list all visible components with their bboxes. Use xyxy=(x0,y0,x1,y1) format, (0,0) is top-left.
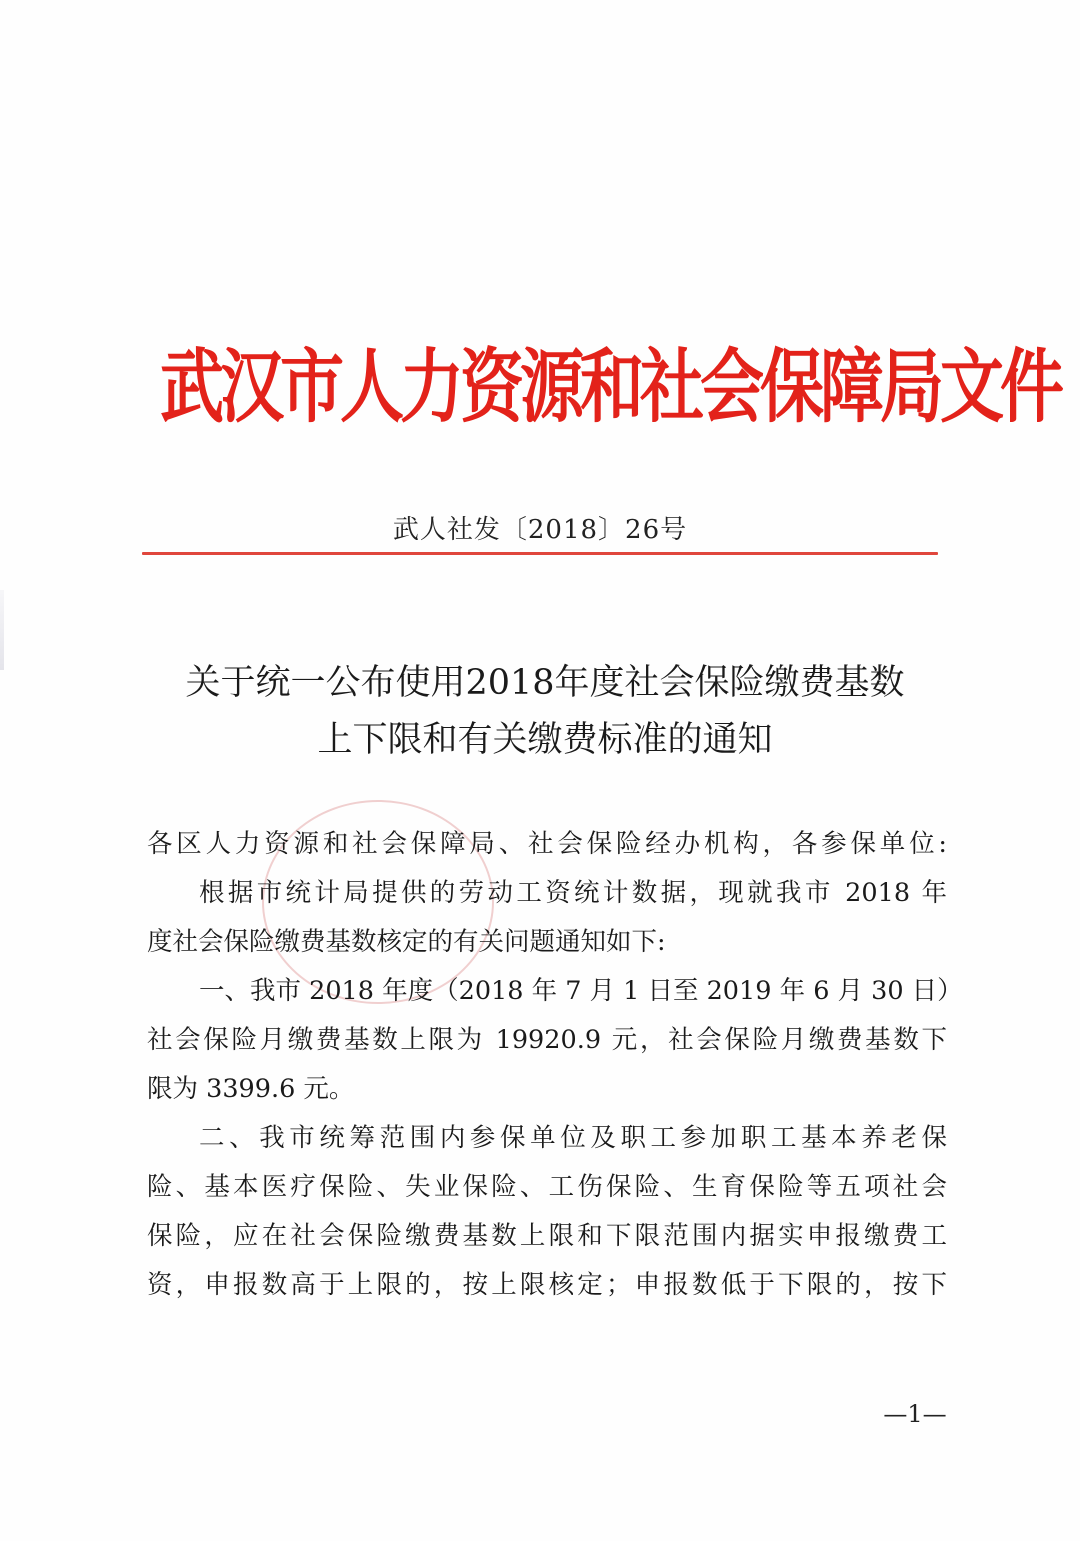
body-line: 险、基本医疗保险、失业保险、工伤保险、生育保险等五项社会 xyxy=(147,1172,947,1202)
scan-edge-shadow xyxy=(0,590,4,670)
body-line: 保险，应在社会保险缴费基数上限和下限范围内据实申报缴费工 xyxy=(147,1221,947,1251)
document-number: 武人社发〔2018〕26号 xyxy=(392,515,688,545)
notice-body xyxy=(147,820,963,1310)
body-line: 社会保险月缴费基数上限为 19920.9 元，社会保险月缴费基数下 xyxy=(147,1025,947,1055)
issuing-authority-header: 武汉市人力资源和社会保障局文件 xyxy=(160,341,1060,435)
body-line: 一、我市 2018 年度（2018 年 7 月 1 日至 2019 年 6 月 30 日） xyxy=(199,976,963,1006)
body-line: 资，申报数高于上限的，按上限核定；申报数低于下限的，按下 xyxy=(147,1270,947,1300)
notice-title-line-2: 上下限和有关缴费标准的通知 xyxy=(317,720,773,760)
body-line: 二、我市统筹范围内参保单位及职工参加职工基本养老保 xyxy=(199,1123,947,1153)
body-line: 根据市统计局提供的劳动工资统计数据，现就我市 2018 年 xyxy=(199,878,947,908)
page-number: —1— xyxy=(883,1400,947,1428)
red-divider-line xyxy=(142,552,938,555)
body-line: 度社会保险缴费基数核定的有关问题通知如下: xyxy=(147,927,666,957)
body-line: 限为 3399.6 元。 xyxy=(147,1074,355,1104)
notice-title xyxy=(140,655,950,769)
addressee-line: 各区人力资源和社会保障局、社会保险经办机构，各参保单位: xyxy=(147,829,947,859)
notice-title-line-1: 关于统一公布使用2018年度社会保险缴费基数 xyxy=(185,663,905,703)
